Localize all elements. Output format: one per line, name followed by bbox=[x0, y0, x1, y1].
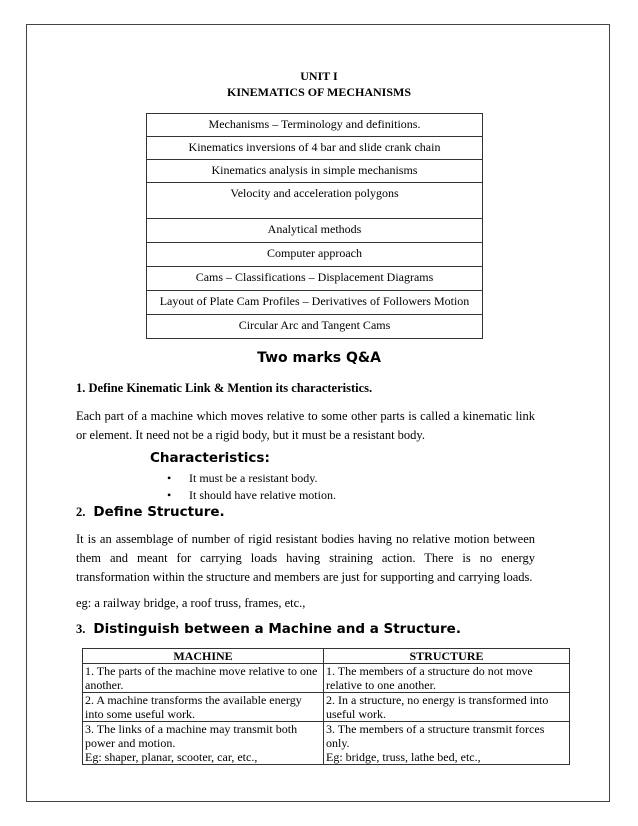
table-cell: 2. In a structure, no energy is transformed into useful work. bbox=[324, 693, 570, 722]
question-2-example: eg: a railway bridge, a roof truss, frames, etc., bbox=[76, 596, 306, 610]
list-item: • It must be a resistant body. bbox=[167, 471, 318, 485]
structure-header: STRUCTURE bbox=[324, 649, 570, 664]
question-2-title: 2. Define Structure. bbox=[76, 504, 225, 520]
topic-cell: Mechanisms – Terminology and definitions. bbox=[147, 114, 483, 137]
question-3-title: 3. Distinguish between a Machine and a Structure. bbox=[76, 621, 461, 637]
structure-example: Eg: bridge, truss, lathe bed, etc., bbox=[326, 750, 481, 764]
table-row bbox=[83, 722, 570, 765]
topic-cell: Kinematics analysis in simple mechanisms bbox=[147, 160, 483, 183]
topic-cell: Velocity and acceleration polygons bbox=[147, 183, 483, 219]
table-row bbox=[83, 693, 570, 722]
question-1-title: 1. Define Kinematic Link & Mention its characteristics. bbox=[76, 381, 373, 395]
bullet-icon: • bbox=[167, 488, 172, 502]
topic-cell: Circular Arc and Tangent Cams bbox=[147, 315, 483, 339]
machine-structure-table bbox=[82, 648, 570, 765]
characteristics-heading: Characteristics: bbox=[150, 450, 270, 466]
bullet-icon: • bbox=[167, 471, 172, 485]
topic-cell: Cams – Classifications – Displacement Diagrams bbox=[147, 267, 483, 291]
machine-header: MACHINE bbox=[83, 649, 324, 664]
characteristics-list bbox=[167, 470, 336, 504]
topic-cell: Kinematics inversions of 4 bar and slide crank chain bbox=[147, 137, 483, 160]
table-cell: 3. The links of a machine may transmit both power and motion. Eg: shaper, planar, scooter, car, etc., bbox=[83, 722, 324, 765]
machine-example: Eg: shaper, planar, scooter, car, etc., bbox=[85, 750, 258, 764]
question-1-answer: Each part of a machine which moves relative to some other parts is called a kinematic link or element. It need not be a rigid body, but it must be a resistant body. bbox=[76, 409, 535, 442]
topic-cell: Layout of Plate Cam Profiles – Derivatives of Followers Motion bbox=[147, 291, 483, 315]
unit-title: KINEMATICS OF MECHANISMS bbox=[226, 85, 411, 99]
table-cell: 2. A machine transforms the available energy into some useful work. bbox=[83, 693, 324, 722]
table-row bbox=[83, 664, 570, 693]
unit-number: UNIT I bbox=[300, 69, 338, 83]
question-2-answer: It is an assemblage of number of rigid resistant bodies having no relative motion between them and meant for carrying loads having straining action. There is no energy transformation within the structure and members are just for supporting and carrying loads. bbox=[76, 532, 535, 584]
topic-cell: Analytical methods bbox=[147, 219, 483, 243]
table-cell: 3. The members of a structure transmit forces only. Eg: bridge, truss, lathe bed, etc., bbox=[324, 722, 570, 765]
list-item: • It should have relative motion. bbox=[167, 488, 336, 502]
qa-heading: Two marks Q&A bbox=[257, 350, 381, 366]
topic-cell: Computer approach bbox=[147, 243, 483, 267]
table-cell: 1. The parts of the machine move relative to one another. bbox=[83, 664, 324, 693]
syllabus-topics-table bbox=[146, 113, 483, 339]
table-cell: 1. The members of a structure do not move relative to one another. bbox=[324, 664, 570, 693]
